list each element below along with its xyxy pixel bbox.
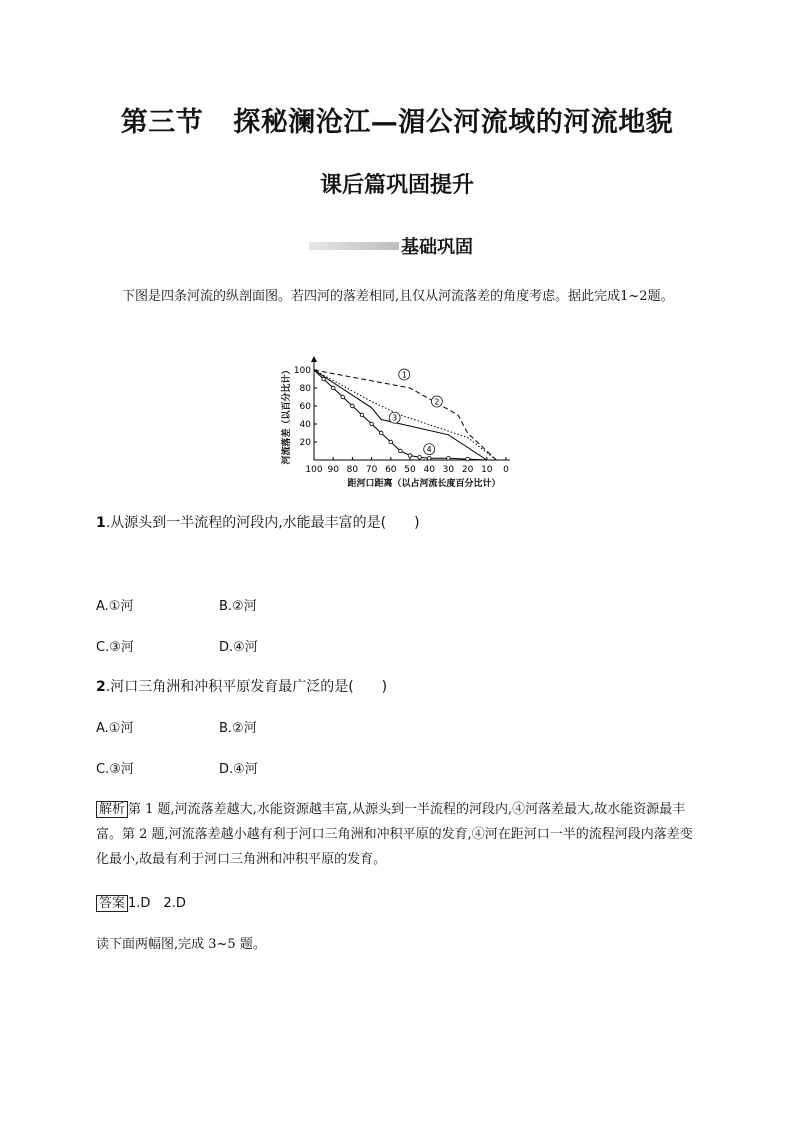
series-point-4 [399,449,403,453]
page-title [0,100,794,139]
series-point-4 [418,456,422,460]
x-tick-label: 100 [305,465,323,475]
y-tick-label: 80 [299,384,311,394]
question-2 [96,676,387,696]
series-point-4 [389,440,393,444]
series-point-4 [379,431,383,435]
series-point-4 [360,413,364,417]
series-line-1 [314,370,496,460]
series-point-4 [408,454,412,458]
series-label-3: 3 [392,413,398,423]
answer-tag: 答案 [96,895,128,912]
option-1c[interactable]: C.③河 [96,640,134,655]
x-tick-label: 80 [346,465,359,475]
option-2a[interactable]: A.①河 [96,721,134,736]
y-tick-label: 20 [299,438,311,448]
series-point-4 [427,456,431,460]
series-point-4 [370,422,374,426]
answer-block [96,891,696,916]
river-profile-chart [276,348,536,493]
next-instruction: 读下面两幅图,完成 3~5 题。 [96,937,266,952]
analysis-block [96,797,696,872]
option-1b[interactable]: B.②河 [219,599,257,614]
question-1 [96,512,420,532]
series-label-2: 2 [434,397,440,407]
x-tick-label: 70 [365,465,378,475]
y-tick-label: 40 [299,420,311,430]
title-section-number: 第三节 [120,107,204,138]
x-tick-label: 90 [327,465,339,475]
y-axis-label: 河流落差（以百分比计） [282,365,292,465]
x-axis-label: 距河口距离（以占河流长度百分比计） [347,479,501,489]
option-1d[interactable]: D.④河 [219,640,258,655]
question-number: 1 [96,515,106,531]
x-tick-label: 40 [423,465,435,475]
series-point-4 [331,386,335,390]
x-tick-label: 30 [442,465,455,475]
x-tick-label: 60 [385,465,397,475]
series-point-4 [466,457,470,461]
page-subtitle: 课后篇巩固提升 [319,173,474,198]
series-label-1: 1 [401,370,407,380]
series-point-4 [322,377,326,381]
section-heading: 基础巩固 [401,237,473,258]
y-tick-label: 100 [293,366,311,376]
option-2c[interactable]: C.③河 [96,762,134,777]
series-label-4: 4 [426,445,432,455]
question-text: .河口三角洲和冲积平原发育最广泛的是( ) [105,679,388,695]
question-number: 2 [96,679,106,695]
question-text: .从源头到一半流程的河段内,水能最丰富的是( ) [105,515,420,531]
intro-paragraph: 下图是四条河流的纵剖面图。若四河的落差相同,且仅从河流落差的角度考虑。据此完成1~2题。 [122,289,674,304]
x-tick-label: 20 [461,465,474,475]
series-line-2 [314,370,496,460]
y-tick-label: 60 [299,402,311,412]
x-tick-label: 50 [404,465,416,475]
title-text: 探秘澜沧江—湄公河流域的河流地貌 [233,107,674,138]
x-tick-label: 10 [481,465,493,475]
chart-root [280,356,510,489]
analysis-tag: 解析 [96,801,128,818]
series-line-3 [314,370,487,460]
option-2d[interactable]: D.④河 [219,762,258,777]
answer-text: 1.D 2.D [128,896,186,911]
series-line-4 [314,370,506,460]
section-decor-bar [309,242,399,250]
option-1a[interactable]: A.①河 [96,599,134,614]
series-point-4 [351,404,355,408]
x-tick-label: 0 [503,465,509,475]
series-point-4 [341,395,345,399]
y-axis-arrow [311,356,317,362]
analysis-text: 第 1 题,河流落差越大,水能资源越丰富,从源头到一半流程的河段内,④河落差最大,故水能资源最丰富。第 2 题,河流落差越小越有利于河口三角洲和冲积平原的发育,④河在距河口一半的流程河段内落差变化最小,故最有利于河口三角洲和冲积平原的发育。 [96,802,693,867]
series-point-4 [447,456,451,460]
option-2b[interactable]: B.②河 [219,721,257,736]
